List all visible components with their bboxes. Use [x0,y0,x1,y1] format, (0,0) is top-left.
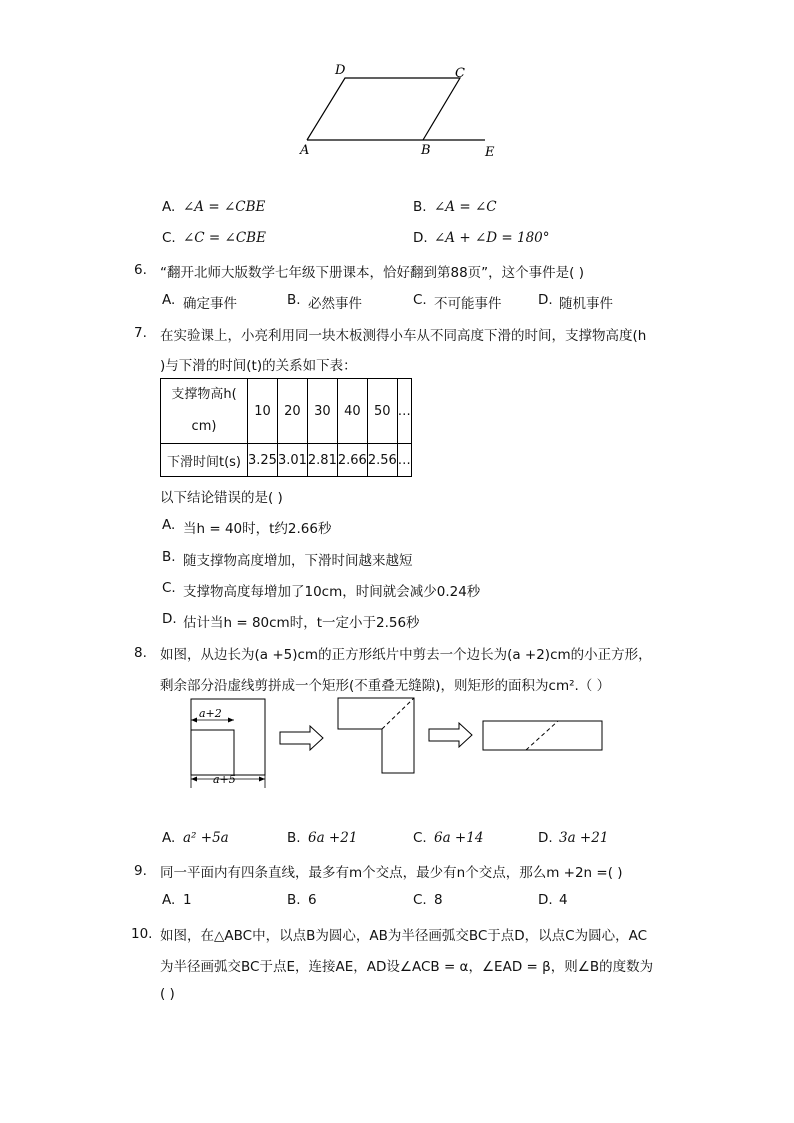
q9-option-a-letter: A. [162,892,176,908]
inner-arrow-left [191,718,197,723]
q10-stem-line1: 如图，在△ABC中，以点B为圆心，AB为半径画弧交BC于点D，以点C为圆心，AC [160,928,648,944]
q5-option-a-letter: A. [162,199,176,215]
table-cell: … [397,379,411,444]
q7-number: 7. [134,325,147,341]
q5-option-b-text: ∠A = ∠C [434,199,497,215]
q6-option-a-text: 确定事件 [183,296,237,312]
q7-option-a-letter: A. [162,517,176,533]
q7-option-b-text: 随支撑物高度增加，下滑时间越来越短 [183,553,413,569]
q9-option-c-letter: C. [413,892,427,908]
inner-square [191,730,234,775]
q10-stem-line2: 为半径画弧交BC于点E，连接AE，AD设∠ACB = α，∠EAD = β，则∠B的度数为 [160,959,654,975]
outer-arrow-left [191,777,197,782]
q8-option-c-text: 6a +14 [434,830,484,846]
table-header-height-line2: cm) [191,419,217,434]
q7-question: 以下结论错误的是( ) [160,490,283,506]
q8-option-d-text: 3a +21 [559,830,609,846]
q7-option-c-letter: C. [162,580,176,596]
q7-stem-line2: )与下滑的时间(t)的关系如下表： [160,358,357,374]
table-row-time [161,444,412,477]
q7-option-b-letter: B. [162,549,176,565]
q5-option-c-text: ∠C = ∠CBE [183,230,266,246]
q5-option-c-letter: C. [162,230,176,246]
q6-option-c-text: 不可能事件 [434,296,502,312]
q8-stem-line1: 如图，从边长为(a +5)cm的正方形纸片中剪去一个边长为(a +2)cm的小正方形， [160,647,652,663]
label-a: A [300,143,310,158]
q7-option-d-letter: D. [162,611,177,627]
q6-stem: “翻开北师大版数学七年级下册课本，恰好翻到第88页”，这个事件是( ) [160,265,584,281]
q7-data-table [160,378,412,477]
q10-number: 10. [131,926,153,942]
table-cell: 2.81 [307,444,337,477]
label-d: D [335,63,346,78]
q9-option-c-text: 8 [434,892,443,908]
table-cell: 20 [277,379,307,444]
label-b: B [421,143,431,158]
q6-option-d-text: 随机事件 [559,296,613,312]
q8-option-d-letter: D. [538,830,553,846]
q9-option-a-text: 1 [183,892,192,908]
q8-option-b-letter: B. [287,830,301,846]
table-cell: 2.66 [337,444,367,477]
l-shape-cut-line [382,698,414,729]
q8-stem-line2: 剩余部分沿虚线剪拼成一个矩形(不重叠无缝隙)，则矩形的面积为cm².（ ） [160,678,611,694]
inner-arrow-right [228,718,234,723]
table-cell: 3.01 [277,444,307,477]
table-header-time: 下滑时间t(s) [161,444,248,477]
q9-option-b-text: 6 [308,892,317,908]
label-e: E [485,145,495,160]
table-cell: 30 [307,379,337,444]
parallelogram-figure [0,0,794,180]
q6-option-a-letter: A. [162,292,176,308]
q8-option-a-letter: A. [162,830,176,846]
q8-option-a-text: a² +5a [183,830,229,846]
q6-option-b-letter: B. [287,292,301,308]
table-header-height-line1: 支撑物高h( [171,387,237,402]
q6-number: 6. [134,262,147,278]
inner-dimension-label: a+2 [199,707,222,720]
table-cell: 40 [337,379,367,444]
q10-stem-line3: ( ) [160,986,175,1002]
q9-option-d-text: 4 [559,892,568,908]
q6-option-b-text: 必然事件 [308,296,362,312]
rectangle-cut-line [526,721,558,750]
q7-option-c-text: 支撑物高度每增加了10cm，时间就会减少0.24秒 [183,584,481,600]
q6-option-c-letter: C. [413,292,427,308]
q8-option-b-text: 6a +21 [308,830,358,846]
table-cell: 50 [367,379,397,444]
table-header-height [161,379,248,444]
process-arrow-2 [429,723,472,747]
q8-option-c-letter: C. [413,830,427,846]
table-cell: 10 [248,379,278,444]
q5-option-d-text: ∠A + ∠D = 180° [434,230,550,246]
q5-option-d-letter: D. [413,230,428,246]
table-row-height [161,379,412,444]
outer-arrow-right [259,777,265,782]
q6-option-d-letter: D. [538,292,553,308]
table-cell: 3.25 [248,444,278,477]
label-c: C [455,66,465,81]
q8-number: 8. [134,645,147,661]
process-arrow-1 [280,726,323,750]
q7-option-d-text: 估计当h = 80cm时，t一定小于2.56秒 [183,615,420,631]
q7-option-a-text: 当h = 40时，t约2.66秒 [183,521,332,537]
table-cell: … [397,444,411,477]
q5-option-a-text: ∠A = ∠CBE [183,199,266,215]
q9-stem: 同一平面内有四条直线，最多有m个交点，最少有n个交点，那么m +2n =( ) [160,865,623,881]
q9-option-d-letter: D. [538,892,553,908]
q9-option-b-letter: B. [287,892,301,908]
parallelogram-outline [307,78,460,140]
q5-option-b-letter: B. [413,199,427,215]
q7-stem-line1: 在实验课上，小亮利用同一块木板测得小车从不同高度下滑的时间，支撑物高度(h [160,328,647,344]
square-cut-figure [0,690,794,830]
table-cell: 2.56 [367,444,397,477]
q9-number: 9. [134,863,147,879]
outer-dimension-label: a+5 [213,773,236,786]
